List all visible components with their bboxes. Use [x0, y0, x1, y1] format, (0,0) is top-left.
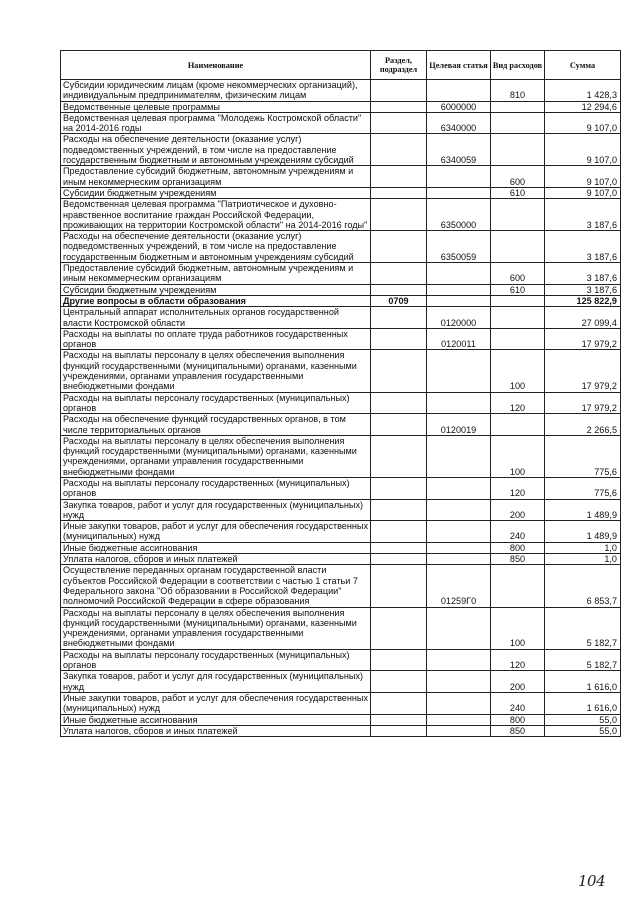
cell-type: 240	[491, 692, 545, 714]
cell-section	[371, 414, 427, 436]
cell-target: 6350000	[427, 199, 491, 231]
cell-target	[427, 166, 491, 188]
cell-target	[427, 521, 491, 543]
table-row	[61, 499, 621, 521]
cell-section	[371, 134, 427, 166]
cell-target	[427, 725, 491, 736]
cell-section	[371, 328, 427, 350]
table-row	[61, 435, 621, 477]
cell-section	[371, 714, 427, 725]
cell-section	[371, 166, 427, 188]
cell-name: Ведомственная целевая программа "Патриотическое и духовно-нравственное воспитание граждан Российской Федерации, проживающих на территории Костромской области" на 2014-2016 годы"	[61, 199, 371, 231]
cell-name: Уплата налогов, сборов и иных платежей	[61, 725, 371, 736]
cell-name: Субсидии бюджетным учреждениям	[61, 284, 371, 295]
header-sum: Сумма	[545, 51, 621, 80]
cell-target	[427, 80, 491, 102]
cell-name: Закупка товаров, работ и услуг для государственных (муниципальных) нужд	[61, 499, 371, 521]
cell-sum: 17 979,2	[545, 392, 621, 414]
cell-type	[491, 295, 545, 306]
cell-sum: 3 187,6	[545, 284, 621, 295]
cell-sum: 1 489,9	[545, 521, 621, 543]
cell-type: 800	[491, 714, 545, 725]
cell-name: Иные бюджетные ассигнования	[61, 714, 371, 725]
cell-target	[427, 671, 491, 693]
cell-name: Расходы на выплаты персоналу в целях обеспечения выполнения функций государственными (муниципальными) органами, казенными учреждениями, органами управления государственными внебюджетными фондами	[61, 607, 371, 649]
table-row	[61, 295, 621, 306]
cell-sum: 1 616,0	[545, 692, 621, 714]
table-row	[61, 607, 621, 649]
cell-type	[491, 328, 545, 350]
cell-sum: 9 107,0	[545, 166, 621, 188]
cell-type	[491, 199, 545, 231]
cell-type: 810	[491, 80, 545, 102]
cell-name: Расходы на обеспечение деятельности (оказание услуг) подведомственных учреждений, в том числе на предоставление государственным бюджетным и автономным учреждениям субсидий	[61, 134, 371, 166]
table-row	[61, 477, 621, 499]
cell-section	[371, 521, 427, 543]
cell-type: 200	[491, 671, 545, 693]
cell-type: 600	[491, 263, 545, 285]
cell-sum: 1,0	[545, 542, 621, 553]
cell-section	[371, 692, 427, 714]
cell-type: 120	[491, 649, 545, 671]
cell-section	[371, 231, 427, 263]
cell-type: 100	[491, 350, 545, 392]
cell-name: Расходы на выплаты персоналу в целях обеспечения выполнения функций государственными (муниципальными) органами, казенными учреждениями, органами управления государственными внебюджетными фондами	[61, 350, 371, 392]
cell-name: Предоставление субсидий бюджетным, автономным учреждениям и иным некоммерческим организациям	[61, 263, 371, 285]
table-row	[61, 328, 621, 350]
cell-section	[371, 284, 427, 295]
cell-type	[491, 101, 545, 112]
cell-target	[427, 477, 491, 499]
cell-name: Иные закупки товаров, работ и услуг для обеспечения государственных (муниципальных) нужд	[61, 521, 371, 543]
cell-name: Расходы на выплаты персоналу государственных (муниципальных) органов	[61, 649, 371, 671]
cell-target	[427, 263, 491, 285]
table-row	[61, 542, 621, 553]
cell-section	[371, 725, 427, 736]
cell-section: 0709	[371, 295, 427, 306]
table-row	[61, 565, 621, 607]
header-section: Раздел, подраздел	[371, 51, 427, 80]
cell-target	[427, 649, 491, 671]
cell-target: 0120019	[427, 414, 491, 436]
cell-name: Расходы на выплаты по оплате труда работников государственных органов	[61, 328, 371, 350]
cell-name: Ведомственные целевые программы	[61, 101, 371, 112]
cell-section	[371, 199, 427, 231]
table-row	[61, 187, 621, 198]
cell-name: Осуществление переданных органам государственной власти субъектов Российской Федерации в соответствии с частью 1 статьи 7 Федерального закона "Об образовании в Российской Федерации" полномочий Российской Федерации в сфере образования	[61, 565, 371, 607]
cell-target	[427, 692, 491, 714]
cell-target	[427, 392, 491, 414]
cell-target: 6000000	[427, 101, 491, 112]
table-row	[61, 414, 621, 436]
cell-sum: 1 489,9	[545, 499, 621, 521]
cell-name: Расходы на обеспечение функций государственных органов, в том числе территориальных органов	[61, 414, 371, 436]
cell-type: 600	[491, 166, 545, 188]
cell-target	[427, 295, 491, 306]
cell-section	[371, 671, 427, 693]
cell-section	[371, 542, 427, 553]
cell-section	[371, 649, 427, 671]
cell-target	[427, 542, 491, 553]
page-number: 104	[578, 872, 606, 890]
table-row	[61, 231, 621, 263]
cell-sum: 5 182,7	[545, 607, 621, 649]
cell-type: 120	[491, 392, 545, 414]
cell-section	[371, 392, 427, 414]
cell-target: 01259Г0	[427, 565, 491, 607]
cell-sum: 125 822,9	[545, 295, 621, 306]
cell-sum: 2 266,5	[545, 414, 621, 436]
cell-section	[371, 554, 427, 565]
cell-name: Расходы на обеспечение деятельности (оказание услуг) подведомственных учреждений, в том числе на предоставление государственным бюджетным и автономным учреждениям субсидий	[61, 231, 371, 263]
cell-name: Расходы на выплаты персоналу государственных (муниципальных) органов	[61, 392, 371, 414]
cell-section	[371, 350, 427, 392]
cell-name: Другие вопросы в области образования	[61, 295, 371, 306]
table-row	[61, 263, 621, 285]
cell-section	[371, 477, 427, 499]
table-row	[61, 671, 621, 693]
cell-section	[371, 101, 427, 112]
table-row	[61, 134, 621, 166]
table-row	[61, 350, 621, 392]
budget-table	[60, 50, 621, 737]
table-row	[61, 649, 621, 671]
cell-section	[371, 607, 427, 649]
table-row	[61, 714, 621, 725]
table-row	[61, 692, 621, 714]
cell-type: 850	[491, 725, 545, 736]
cell-target	[427, 350, 491, 392]
table-header-row	[61, 51, 621, 80]
cell-section	[371, 80, 427, 102]
cell-sum: 775,6	[545, 477, 621, 499]
cell-sum: 17 979,2	[545, 350, 621, 392]
cell-type	[491, 414, 545, 436]
cell-type: 100	[491, 607, 545, 649]
header-name: Наименование	[61, 51, 371, 80]
cell-sum: 3 187,6	[545, 199, 621, 231]
cell-sum: 1,0	[545, 554, 621, 565]
cell-sum: 1 428,3	[545, 80, 621, 102]
cell-type: 800	[491, 542, 545, 553]
cell-sum: 55,0	[545, 714, 621, 725]
cell-target	[427, 499, 491, 521]
cell-name: Иные бюджетные ассигнования	[61, 542, 371, 553]
cell-type	[491, 307, 545, 329]
table-body	[61, 80, 621, 737]
cell-section	[371, 499, 427, 521]
cell-section	[371, 112, 427, 134]
cell-name: Предоставление субсидий бюджетным, автономным учреждениям и иным некоммерческим организациям	[61, 166, 371, 188]
table-row	[61, 307, 621, 329]
header-type: Вид расходов	[491, 51, 545, 80]
cell-target: 6340059	[427, 134, 491, 166]
table-row	[61, 392, 621, 414]
cell-target: 6340000	[427, 112, 491, 134]
cell-target	[427, 187, 491, 198]
cell-type	[491, 112, 545, 134]
table-row	[61, 725, 621, 736]
cell-sum: 775,6	[545, 435, 621, 477]
cell-target: 6350059	[427, 231, 491, 263]
cell-name: Расходы на выплаты персоналу в целях обеспечения выполнения функций государственными (муниципальными) органами, казенными учреждениями, органами управления государственными внебюджетными фондами	[61, 435, 371, 477]
cell-name: Субсидии юридическим лицам (кроме некоммерческих организаций), индивидуальным предпринимателям, физическим лицам	[61, 80, 371, 102]
table-row	[61, 554, 621, 565]
cell-target	[427, 714, 491, 725]
budget-table-sheet	[60, 50, 620, 737]
table-row	[61, 199, 621, 231]
cell-name: Ведомственная целевая программа "Молодежь Костромской области" на 2014-2016 годы	[61, 112, 371, 134]
cell-target	[427, 554, 491, 565]
cell-name: Иные закупки товаров, работ и услуг для обеспечения государственных (муниципальных) нужд	[61, 692, 371, 714]
cell-sum: 9 107,0	[545, 187, 621, 198]
cell-target: 0120000	[427, 307, 491, 329]
cell-name: Субсидии бюджетным учреждениям	[61, 187, 371, 198]
table-row	[61, 101, 621, 112]
cell-section	[371, 187, 427, 198]
table-row	[61, 166, 621, 188]
cell-sum: 9 107,0	[545, 134, 621, 166]
cell-section	[371, 565, 427, 607]
cell-sum: 6 853,7	[545, 565, 621, 607]
cell-type: 200	[491, 499, 545, 521]
cell-type: 850	[491, 554, 545, 565]
cell-type: 100	[491, 435, 545, 477]
cell-name: Закупка товаров, работ и услуг для государственных (муниципальных) нужд	[61, 671, 371, 693]
cell-section	[371, 307, 427, 329]
cell-type: 610	[491, 187, 545, 198]
cell-sum: 17 979,2	[545, 328, 621, 350]
table-row	[61, 112, 621, 134]
cell-sum: 9 107,0	[545, 112, 621, 134]
cell-type	[491, 134, 545, 166]
cell-target	[427, 435, 491, 477]
cell-sum: 3 187,6	[545, 231, 621, 263]
cell-type	[491, 231, 545, 263]
cell-type	[491, 565, 545, 607]
table-row	[61, 284, 621, 295]
cell-name: Уплата налогов, сборов и иных платежей	[61, 554, 371, 565]
cell-sum: 1 616,0	[545, 671, 621, 693]
cell-type: 120	[491, 477, 545, 499]
cell-target	[427, 284, 491, 295]
header-target: Целевая статья	[427, 51, 491, 80]
cell-section	[371, 435, 427, 477]
cell-section	[371, 263, 427, 285]
cell-name: Центральный аппарат исполнительных органов государственной власти Костромской области	[61, 307, 371, 329]
cell-sum: 12 294,6	[545, 101, 621, 112]
cell-target: 0120011	[427, 328, 491, 350]
cell-sum: 3 187,6	[545, 263, 621, 285]
cell-target	[427, 607, 491, 649]
cell-sum: 5 182,7	[545, 649, 621, 671]
cell-sum: 55,0	[545, 725, 621, 736]
cell-sum: 27 099,4	[545, 307, 621, 329]
cell-type: 610	[491, 284, 545, 295]
cell-type: 240	[491, 521, 545, 543]
table-row	[61, 80, 621, 102]
table-row	[61, 521, 621, 543]
cell-name: Расходы на выплаты персоналу государственных (муниципальных) органов	[61, 477, 371, 499]
